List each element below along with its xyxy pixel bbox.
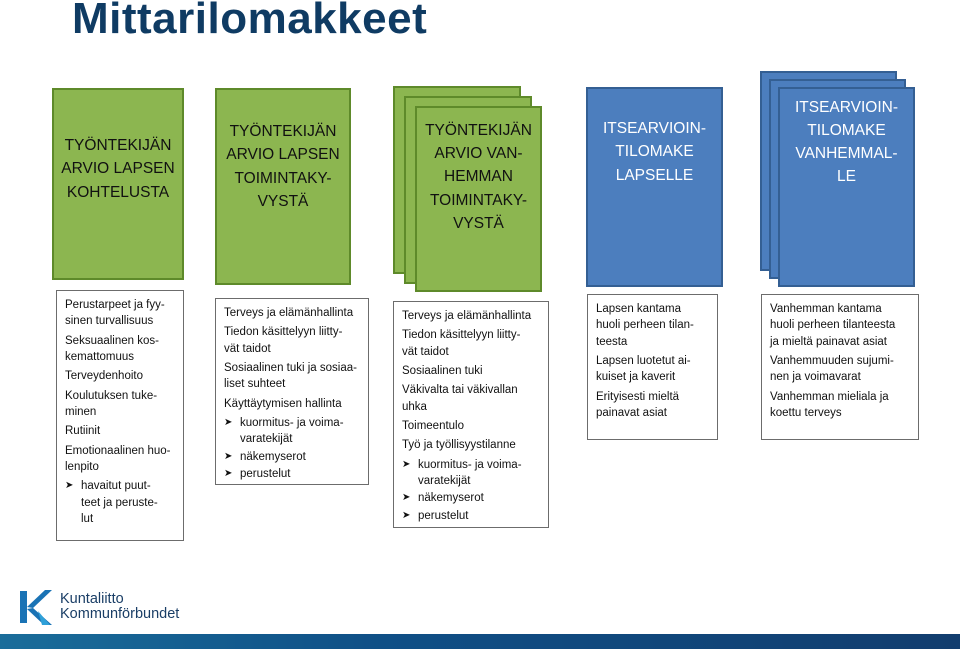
card-label: ITSEARVIOIN- TILOMAKE LAPSELLE [602,120,707,184]
arrow-bullet-icon: ➤ [224,467,233,479]
list-item: Terveys ja elämänhallinta [402,310,532,322]
list-subitem-label: kuormitus- ja voima- varatekijät [240,416,344,446]
list-item: Vanhemmuuden sujumi- nen ja voimavarat [770,354,894,384]
list-item: Perustarpeet ja fyy- sinen turvallisuus [65,299,165,328]
page-title: Mittarilomakkeet [72,0,428,43]
list-item: Erityisesti mieltä painavat asiat [596,390,680,419]
arrow-bullet-icon: ➤ [224,450,233,462]
list-child-self-assessment-topics [587,294,718,440]
list-item: Väkivalta tai väkivallan uhka [402,384,518,413]
list-subitem-label: havaitut puut- teet ja peruste- lut [81,480,158,525]
list-item: Vanhemman mieliala ja koettu terveys [770,390,889,419]
list-child-functioning-topics [215,298,369,485]
logo-line-2: Kommunförbundet [60,606,180,622]
list-item: Seksuaalinen kos- kemattomuus [65,334,159,363]
list-item: Sosiaalinen tuki ja sosiaa- liset suhteet [224,361,357,391]
list-subitem [224,449,360,465]
card-employee-assessment-child-functioning [215,88,351,285]
footer-bar [0,634,960,649]
list-item: Emotionaalinen huo- lenpito [65,444,171,473]
list-item: Käyttäytymisen hallinta [224,397,342,410]
arrow-bullet-icon: ➤ [402,509,411,521]
list-subitem [224,466,360,482]
list-parent-functioning-topics [393,301,549,528]
list-subitem-label: kuormitus- ja voima- varatekijät [418,458,522,487]
list-subitem-label: perustelut [418,509,469,522]
kuntaliitto-k-logo-icon [18,587,54,627]
list-item: Tiedon käsittelyyn liitty- vät taidot [224,326,343,355]
card-label: ITSEARVIOIN- TILOMAKE VANHEMMAL- LE [794,98,899,186]
arrow-bullet-icon: ➤ [224,416,233,428]
list-subitem [402,457,540,490]
card-self-assessment-parent [778,87,915,287]
list-subitem [224,415,360,448]
logo-text [60,592,179,622]
list-item: Tiedon käsittelyyn liitty- vät taidot [402,329,521,358]
card-self-assessment-child [586,87,723,287]
list-item: Koulutuksen tuke- minen [65,389,158,418]
list-subitem [402,508,540,524]
arrow-bullet-icon: ➤ [402,492,411,504]
list-item: Työ ja työllisyystilanne [402,439,516,452]
kuntaliitto-logo [18,587,179,627]
list-item: Terveydenhoito [65,370,143,383]
list-item: Sosiaalinen tuki [402,364,483,377]
logo-line-1: Kuntaliitto [60,590,124,607]
list-item: Terveys ja elämänhallinta [224,307,354,319]
card-label: TYÖNTEKIJÄN ARVIO LAPSEN KOHTELUSTA [61,137,175,201]
list-item: Rutiinit [65,425,101,438]
card-label: TYÖNTEKIJÄN ARVIO LAPSEN TOIMINTAKY- VYSTÄ [226,123,340,210]
arrow-bullet-icon: ➤ [402,458,411,470]
list-subitem [402,490,540,506]
list-subitem-label: perustelut [240,467,291,480]
card-employee-assessment-parent-functioning [415,106,542,292]
list-subitem [65,478,175,527]
list-item: Lapsen kantama huoli perheen tilan- teesta [596,303,694,348]
list-subitem-label: näkemyserot [240,450,306,463]
list-parent-self-assessment-topics [761,294,919,440]
list-child-treatment-topics [56,290,184,541]
arrow-bullet-icon: ➤ [65,480,74,492]
list-item: Toimeentulo [402,419,465,432]
list-item: Vanhemman kantama huoli perheen tilanteesta ja mieltä painavat asiat [770,303,896,348]
card-employee-assessment-child-treatment [52,88,184,280]
list-item: Lapsen luotetut ai- kuiset ja kaverit [596,354,691,384]
card-label: TYÖNTEKIJÄN ARVIO VAN- HEMMAN TOIMINTAKY- VYSTÄ [425,121,532,232]
list-subitem-label: näkemyserot [418,492,484,505]
